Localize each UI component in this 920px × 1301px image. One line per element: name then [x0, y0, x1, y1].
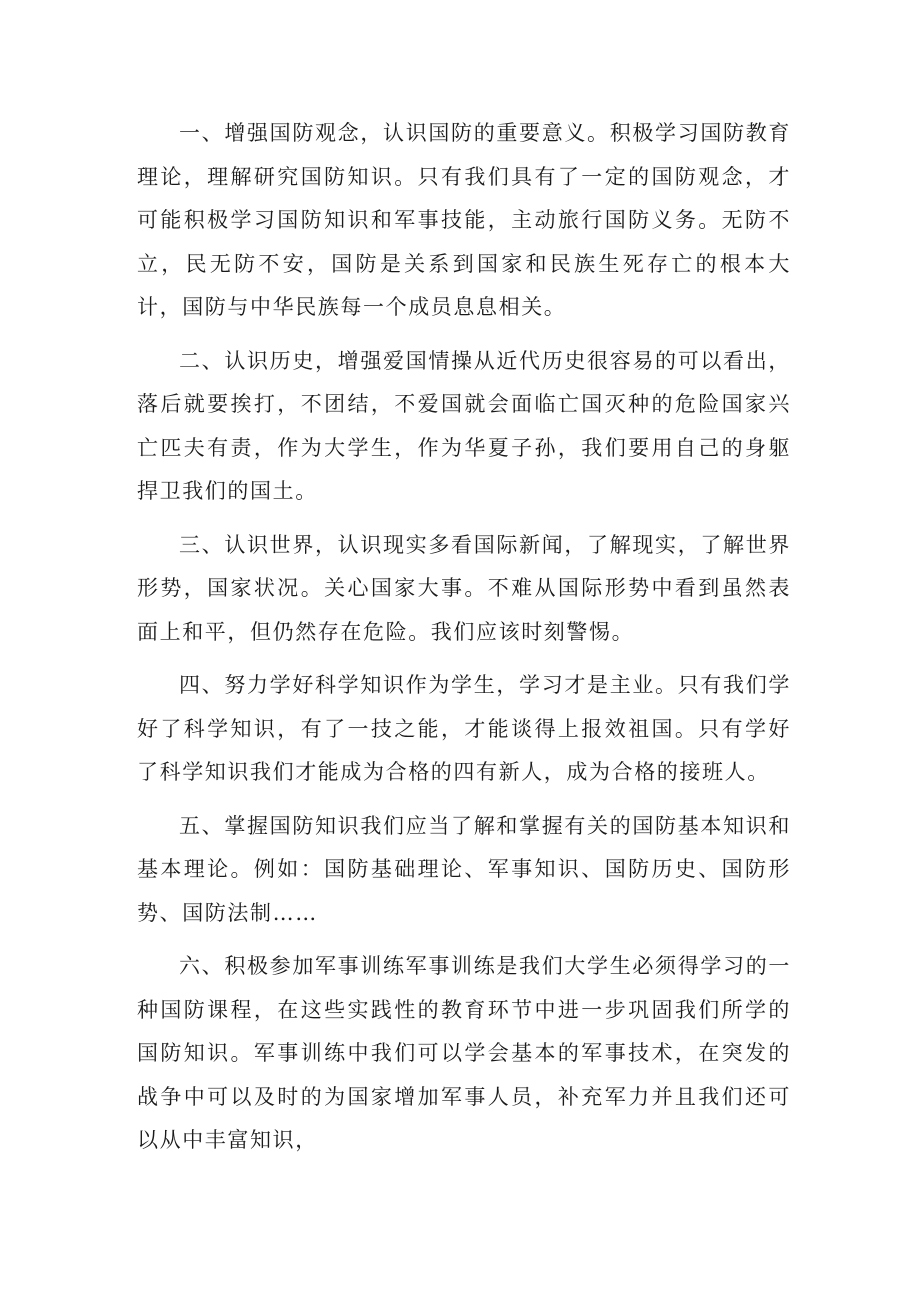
paragraph-4: 四、努力学好科学知识作为学生，学习才是主业。只有我们学好了科学知识，有了一技之能，才能谈得上报效祖国。只有学好了科学知识我们才能成为合格的四有新人，成为合格的接班人。: [137, 673, 791, 784]
document-body: [137, 112, 791, 1173]
paragraph-3: 三、认识世界，认识现实多看国际新闻，了解现实，了解世界形势，国家状况。关心国家大事。不难从国际形势中看到虽然表面上和平，但仍然存在危险。我们应该时刻警惕。: [137, 532, 791, 644]
paragraph-1: 一、增强国防观念，认识国防的重要意义。积极学习国防教育理论，理解研究国防知识。只有我们具有了一定的国防观念，才可能积极学习国防知识和军事技能，主动旅行国防义务。无防不立，民无防不安，国防是关系到国家和民族生死存亡的根本大计，国防与中华民族每一个成员息息相关。: [137, 121, 791, 319]
paragraph-5: 五、掌握国防知识我们应当了解和掌握有关的国防基本知识和基本理论。例如：国防基础理论、军事知识、国防历史、国防形势、国防法制……: [137, 813, 791, 925]
paragraph-2: 二、认识历史，增强爱国情操从近代历史很容易的可以看出，落后就要挨打，不团结，不爱国就会面临亡国灭种的危险国家兴亡匹夫有责，作为大学生，作为华夏子孙，我们要用自己的身躯捍卫我们的国土。: [137, 348, 791, 503]
paragraph-6: 六、积极参加军事训练军事训练是我们大学生必须得学习的一种国防课程，在这些实践性的教育环节中进一步巩固我们所学的国防知识。军事训练中我们可以学会基本的军事技术，在突发的战争中可以及时的为国家增加军事人员，补充军力并且我们还可以从中丰富知识，: [137, 954, 791, 1152]
